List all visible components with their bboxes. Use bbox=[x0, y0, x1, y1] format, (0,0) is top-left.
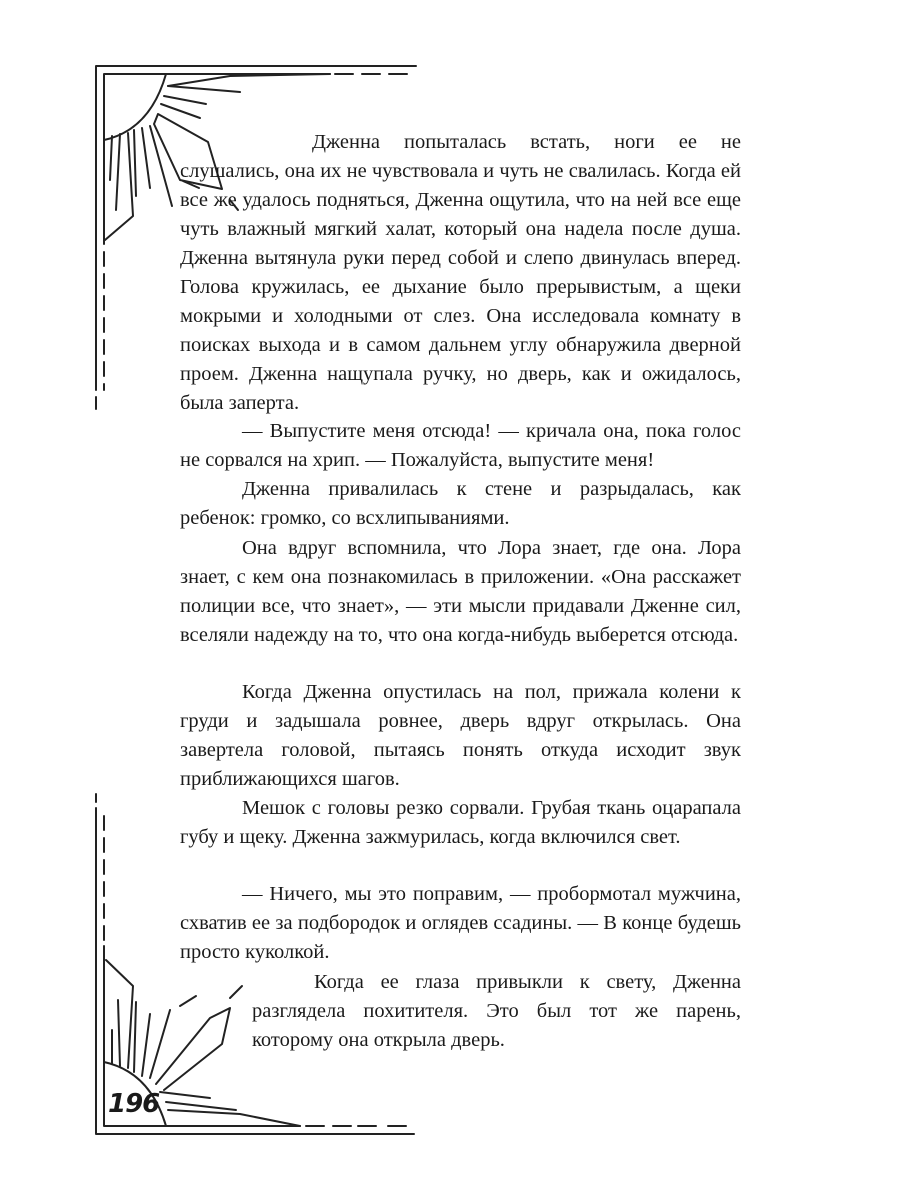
paragraph: Когда ее глаза привыкли к свету, Дженна разглядела похитителя. Это был тот же парень, которому она открыла дверь. bbox=[252, 971, 741, 1051]
paragraph: — Выпустите меня отсюда! — кричала она, пока голос не сорвался на хрип. — Пожалуйста, выпустите меня! bbox=[180, 420, 741, 471]
page-number: 196 bbox=[108, 1089, 160, 1119]
paragraph: Когда Дженна опустилась на пол, прижала колени к груди и задышала ровнее, дверь вдруг открылась. Она завертела головой, пытаясь понять откуда исходит звук приближающихся шагов. bbox=[180, 681, 741, 790]
paragraph: Дженна привалилась к стене и разрыдалась, как ребенок: громко, со всхлипываниями. bbox=[180, 478, 741, 529]
paragraph: — Ничего, мы это поправим, — пробормотал мужчина, схватив ее за подбородок и оглядев ссадины. — В конце будешь просто куколкой. bbox=[180, 883, 741, 963]
paragraph: Дженна попыталась встать, ноги ее не слушались, она их не чувствовала и чуть не свалилась. Когда ей все же удалось подняться, Дженна ощутила, что на ней все еще чуть влажный мягкий халат, который она надела после душа. Дженна вытянула руки перед собой и слепо двинулась вперед. Голова кружилась, ее дыхание было прерывистым, а щеки мокрыми и холодными от слез. Она исследовала комнату в поисках выхода и в самом дальнем углу обнаружила дверной проем. Дженна нащупала ручку, но дверь, как и ожидалось, была заперта. bbox=[180, 131, 741, 414]
paragraph: Мешок с головы резко сорвали. Грубая ткань оцарапала губу и щеку. Дженна зажмурилась, когда включился свет. bbox=[180, 797, 741, 848]
paragraph: Она вдруг вспомнила, что Лора знает, где она. Лора знает, с кем она познакомилась в приложении. «Она расскажет полиции все, что знает», — эти мысли придавали Дженне сил, вселяли надежду на то, что она когда-нибудь выберется отсюда. bbox=[180, 537, 741, 646]
